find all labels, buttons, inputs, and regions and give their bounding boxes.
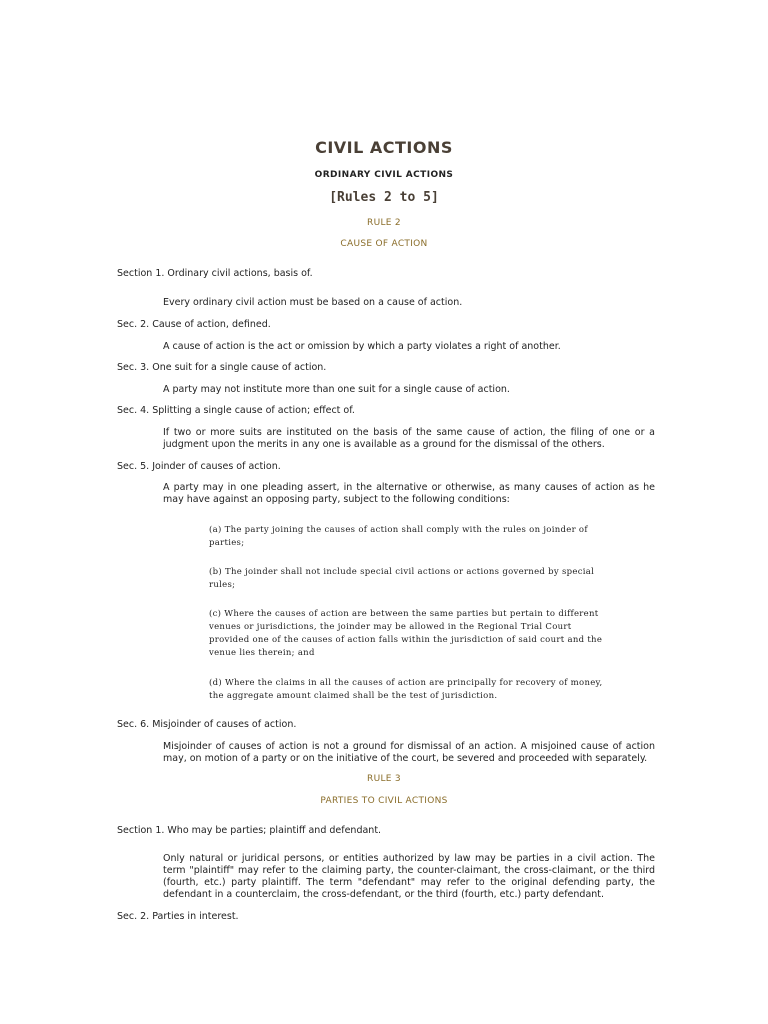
condition-item: (a) The party joining the causes of action shall comply with the rules on joinder of parties; [209, 525, 588, 548]
rule-3-label: RULE 3 [367, 774, 401, 784]
section-body: Misjoinder of causes of action is not a ground for dismissal of an action. A misjoined cause of action may, on motion of a party or on the initiative of the court, be severed and proceeded with separately. [163, 741, 655, 764]
rule-3-heading: PARTIES TO CIVIL ACTIONS [320, 796, 448, 806]
section-title: Sec. 2. Parties in interest. [117, 911, 239, 922]
section-body: Only natural or juridical persons, or entities authorized by law may be parties in a civil action. The term "plaintiff" may refer to the claiming party, the counter-claimant, the cross-claimant, or the third (fourth, etc.) party plaintiff. The term "defendant" may refer to the original defending party, the defendant in a counterclaim, the cross-defendant, or the third (fourth, etc.) party defendant. [163, 853, 655, 900]
section-body: A party may in one pleading assert, in the alternative or otherwise, as many causes of action as he may have against an opposing party, subject to the following conditions: [163, 482, 655, 505]
section-title: Sec. 5. Joinder of causes of action. [117, 461, 281, 472]
section-body: Every ordinary civil action must be based on a cause of action. [163, 297, 463, 308]
document-subtitle: ORDINARY CIVIL ACTIONS [314, 170, 454, 180]
section-title: Section 1. Who may be parties; plaintiff and defendant. [117, 825, 382, 836]
rules-range: [Rules 2 to 5] [329, 190, 439, 205]
section-title: Section 1. Ordinary civil actions, basis of. [117, 268, 313, 279]
condition-item: (b) The joinder shall not include special civil actions or actions governed by special rules; [209, 567, 595, 590]
section-title: Sec. 4. Splitting a single cause of action; effect of. [117, 405, 355, 416]
rule-2-heading: CAUSE OF ACTION [340, 239, 428, 249]
condition-item: (c) Where the causes of action are between the same parties but pertain to different venues or jurisdictions, the joinder may be allowed in the Regional Trial Court provided one of the causes of action falls within the jurisdiction of said court and the venue lies therein; and [209, 609, 603, 658]
section-title: Sec. 6. Misjoinder of causes of action. [117, 719, 297, 730]
condition-item: (d) Where the claims in all the causes of action are principally for recovery of money, the aggregate amount claimed shall be the test of jurisdiction. [209, 678, 603, 701]
section-title: Sec. 2. Cause of action, defined. [117, 319, 271, 330]
section-title: Sec. 3. One suit for a single cause of action. [117, 362, 327, 373]
rule-2-label: RULE 2 [367, 218, 401, 228]
section-body: If two or more suits are instituted on the basis of the same cause of action, the filing of one or a judgment upon the merits in any one is available as a ground for the dismissal of the others. [163, 427, 655, 450]
section-body: A party may not institute more than one suit for a single cause of action. [163, 384, 510, 395]
section-body: A cause of action is the act or omission by which a party violates a right of another. [163, 341, 561, 352]
document-title: CIVIL ACTIONS [315, 138, 453, 157]
